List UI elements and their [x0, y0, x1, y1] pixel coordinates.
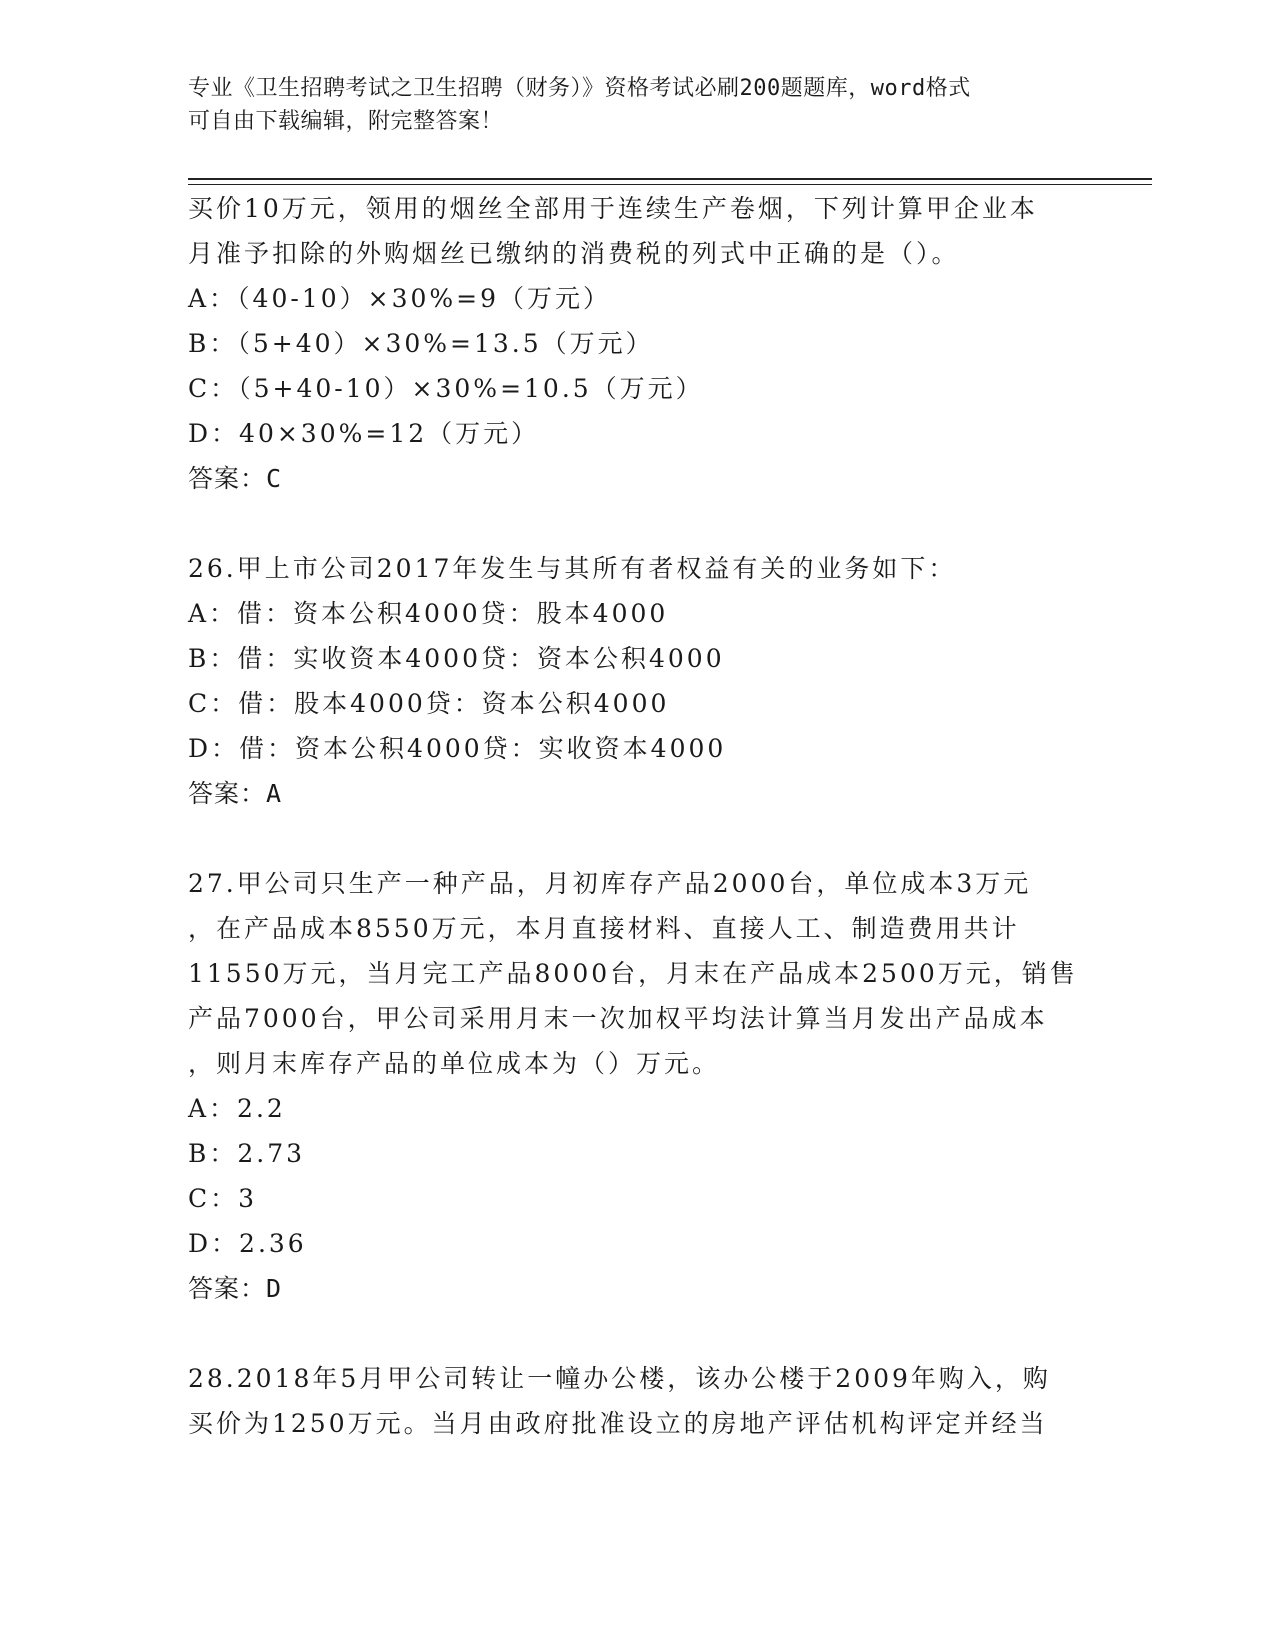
question-26: [188, 546, 1088, 816]
spacer: [188, 1311, 1088, 1356]
header-divider-thick: [188, 178, 1152, 180]
option-b: B：2.73: [188, 1139, 306, 1168]
question-stem-line: 26.甲上市公司2017年发生与其所有者权益有关的业务如下：: [188, 554, 957, 583]
question-stem-line: ，则月末库存产品的单位成本为（）万元。: [188, 1049, 721, 1078]
option-b: B：（5+40）×30%=13.5（万元）: [188, 329, 654, 358]
document-body: [188, 186, 1088, 1446]
header-line-2: 可自由下载编辑，附完整答案！: [188, 109, 504, 134]
question-stem-line: ，在产品成本8550万元，本月直接材料、直接人工、制造费用共计: [188, 914, 1020, 943]
answer-label: 答案：A: [188, 779, 283, 808]
answer-label: 答案：C: [188, 464, 283, 493]
option-a: A：2.2: [188, 1094, 286, 1123]
option-a: A：（40-10）×30%=9（万元）: [188, 284, 611, 313]
option-d: D：借：资本公积4000贷：实收资本4000: [188, 734, 727, 763]
question-stem-line: 28.2018年5月甲公司转让一幢办公楼，该办公楼于2009年购入，购: [188, 1364, 1051, 1393]
question-stem-line: 买价为1250万元。当月由政府批准设立的房地产评估机构评定并经当: [188, 1409, 1048, 1438]
option-c: C：借：股本4000贷：资本公积4000: [188, 689, 670, 718]
option-a: A：借：资本公积4000贷：股本4000: [188, 599, 669, 628]
question-stem-line: 买价10万元，领用的烟丝全部用于连续生产卷烟，下列计算甲企业本: [188, 194, 1038, 223]
option-b: B：借：实收资本4000贷：资本公积4000: [188, 644, 725, 673]
document-header: [188, 72, 1088, 138]
question-28: [188, 1356, 1088, 1446]
header-divider-thin: [188, 184, 1152, 185]
question-27: [188, 861, 1088, 1311]
question-stem-line: 月准予扣除的外购烟丝已缴纳的消费税的列式中正确的是（）。: [188, 239, 960, 268]
header-line-1: 专业《卫生招聘考试之卫生招聘（财务）》资格考试必刷200题题库，word格式: [188, 76, 971, 101]
spacer: [188, 816, 1088, 861]
question-stem-line: 11550万元，当月完工产品8000台，月末在产品成本2500万元，销售: [188, 959, 1078, 988]
spacer: [188, 501, 1088, 546]
option-d: D：40×30%=12（万元）: [188, 419, 540, 448]
question-25: [188, 186, 1088, 501]
answer-label: 答案：D: [188, 1274, 283, 1303]
option-c: C：3: [188, 1184, 258, 1213]
question-stem-line: 产品7000台，甲公司采用月末一次加权平均法计算当月发出产品成本: [188, 1004, 1048, 1033]
option-d: D：2.36: [188, 1229, 307, 1258]
question-stem-line: 27.甲公司只生产一种产品，月初库存产品2000台，单位成本3万元: [188, 869, 1032, 898]
option-c: C：（5+40-10）×30%=10.5（万元）: [188, 374, 704, 403]
